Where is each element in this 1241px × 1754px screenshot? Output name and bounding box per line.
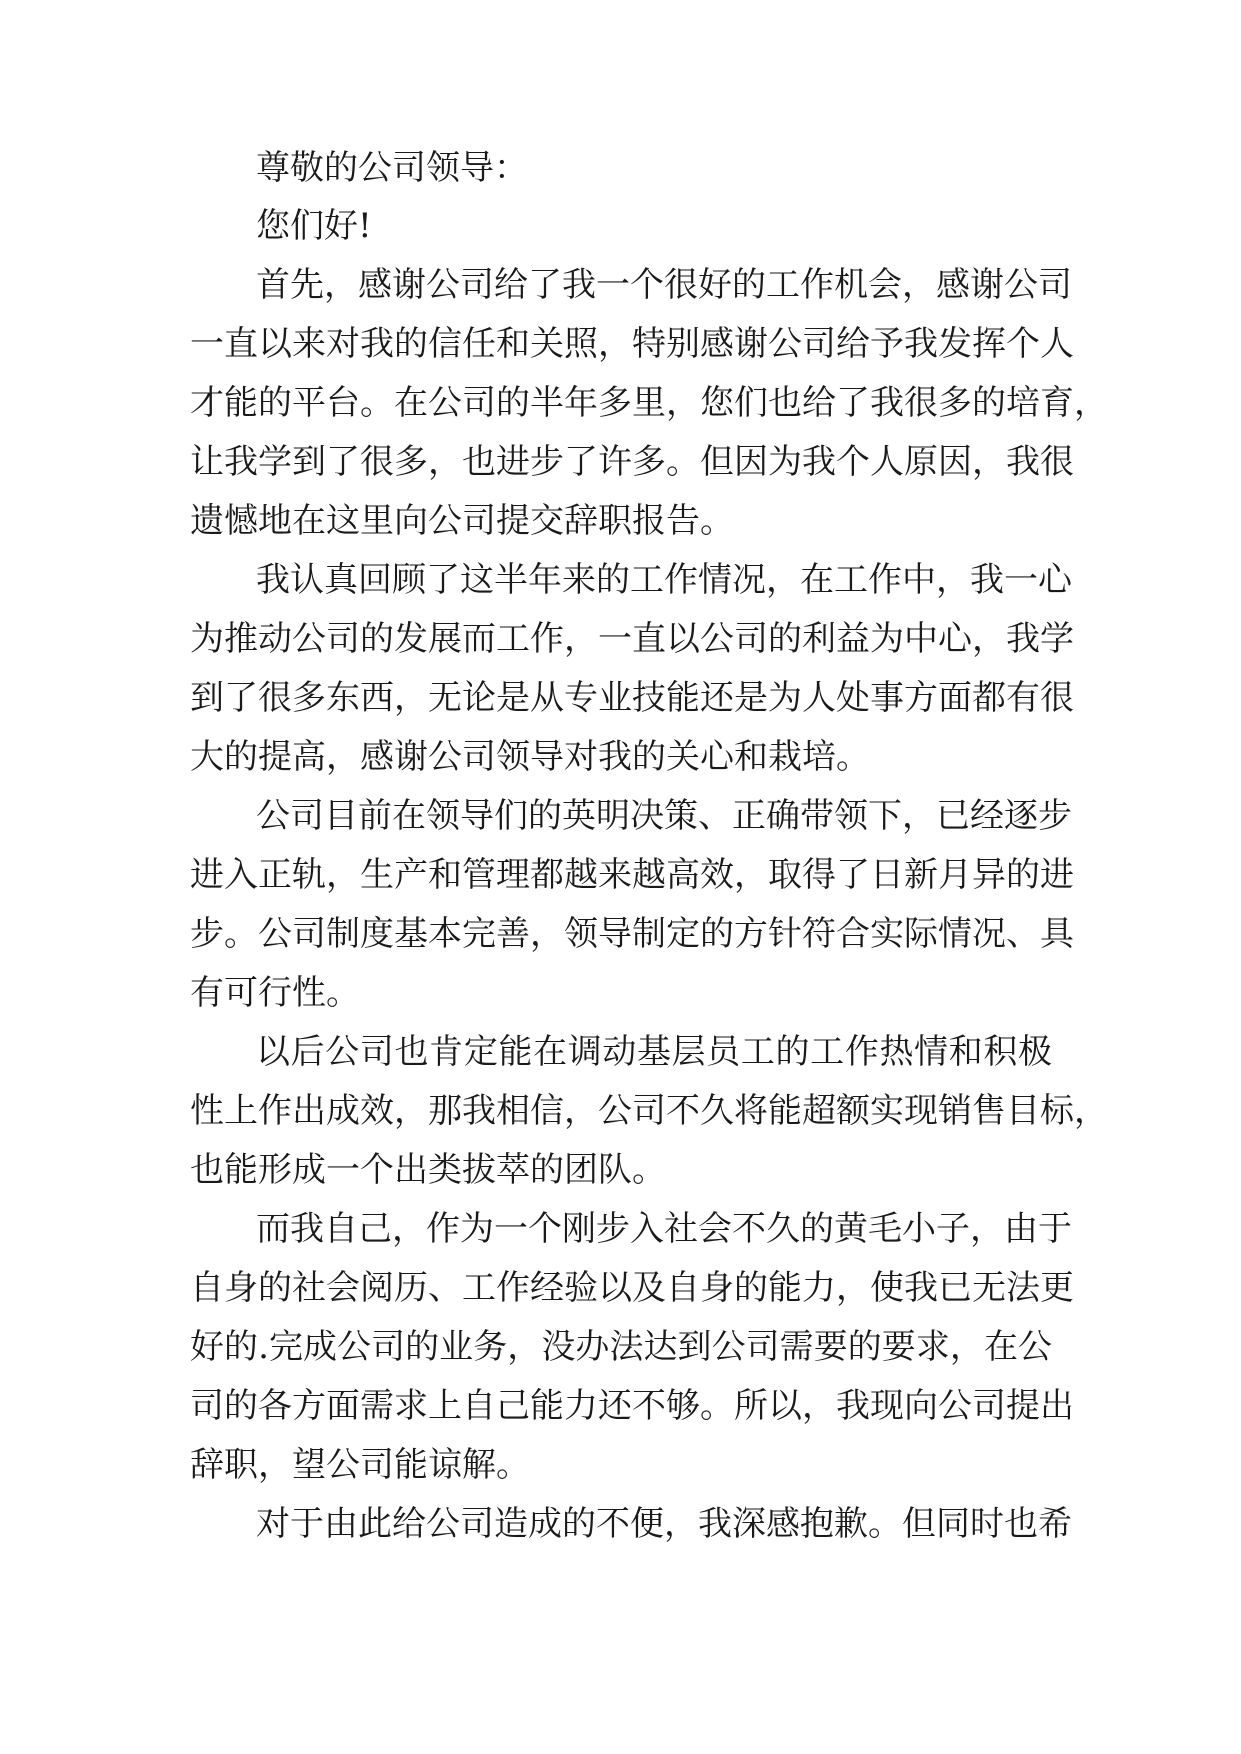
paragraph-line: 也能形成一个出类拔萃的团队。 [190,1150,666,1190]
paragraph-line: 大的提高，感谢公司领导对我的关心和栽培。 [190,737,870,777]
paragraph-line: 才能的平台。在公司的半年多里，您们也给了我很多的培育， [190,383,1108,423]
paragraph-line: 司的各方面需求上自己能力还不够。所以，我现向公司提出 [190,1386,1074,1426]
paragraph-line: 公司目前在领导们的英明决策、正确带领下，已经逐步 [256,796,1072,836]
paragraph-line: 而我自己，作为一个刚步入社会不久的黄毛小子，由于 [256,1209,1072,1249]
paragraph-line: 自身的社会阅历、工作经验以及自身的能力，使我已无法更 [190,1268,1074,1308]
paragraph-line: 以后公司也肯定能在调动基层员工的工作热情和积极 [256,1032,1052,1072]
paragraph-line: 性上作出成效，那我相信，公司不久将能超额实现销售目标， [190,1091,1108,1131]
paragraph-line: 进入正轨，生产和管理都越来越高效，取得了日新月异的进 [190,855,1074,895]
paragraph-line: 首先，感谢公司给了我一个很好的工作机会，感谢公司 [256,265,1072,305]
paragraph-line: 到了很多东西，无论是从专业技能还是为人处事方面都有很 [190,678,1074,718]
paragraph-line: 对于由此给公司造成的不便，我深感抱歉。但同时也希 [256,1504,1072,1544]
paragraph-line: 让我学到了很多，也进步了许多。但因为我个人原因，我很 [190,442,1074,482]
paragraph-line: 遗憾地在这里向公司提交辞职报告。 [190,501,734,541]
paragraph-line: 步。公司制度基本完善，领导制定的方针符合实际情况、具 [190,914,1074,954]
salutation: 尊敬的公司领导： [256,148,528,188]
paragraph-line: 我认真回顾了这半年来的工作情况，在工作中，我一心 [256,560,1072,600]
paragraph-line: 好的.完成公司的业务，没办法达到公司需要的要求，在公 [190,1327,1052,1367]
paragraph-line: 辞职，望公司能谅解。 [190,1445,530,1485]
paragraph-line: 一直以来对我的信任和关照，特别感谢公司给予我发挥个人 [190,324,1074,364]
paragraph-line: 为推动公司的发展而工作，一直以公司的利益为中心，我学 [190,619,1074,659]
greeting: 您们好! [256,206,372,246]
paragraph-line: 有可行性。 [190,973,360,1013]
